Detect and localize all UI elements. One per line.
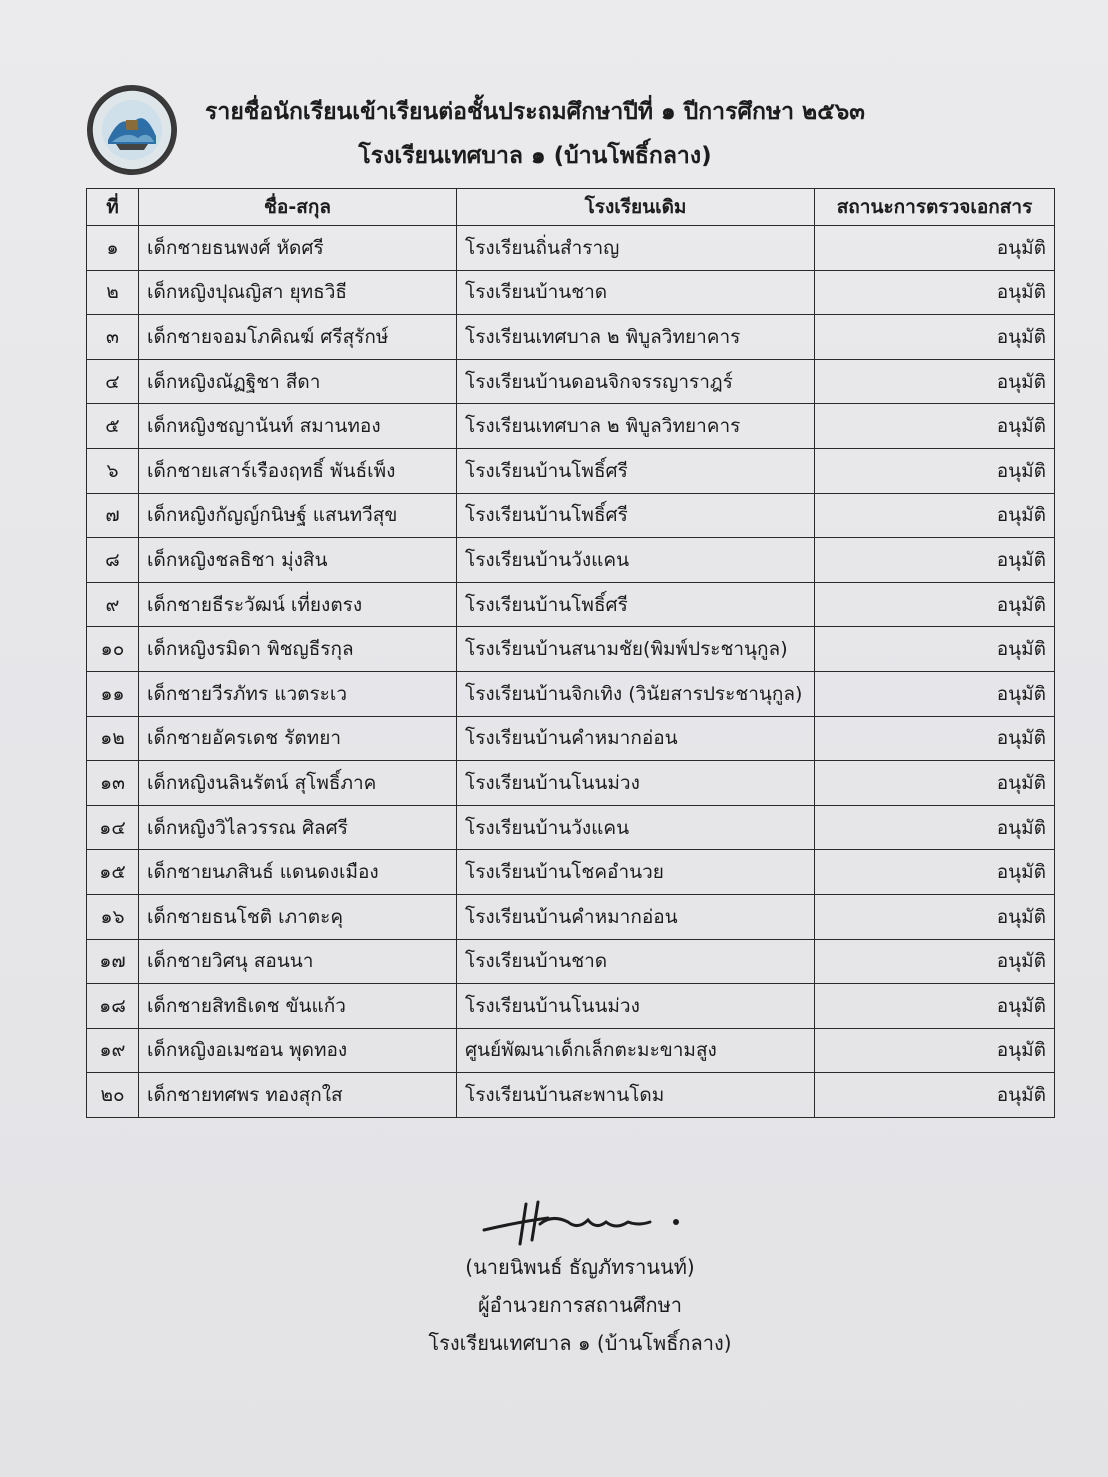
previous-school: โรงเรียนบ้านคำหมากอ่อน (457, 894, 815, 939)
document-title: รายชื่อนักเรียนเข้าเรียนต่อชั้นประถมศึกษาปีที่ ๑ ปีการศึกษา ๒๕๖๓ (205, 99, 865, 125)
previous-school: โรงเรียนบ้านชาด (457, 939, 815, 984)
table-row (87, 671, 1055, 716)
student-name: เด็กหญิงอเมซอน พุดทอง (139, 1028, 457, 1073)
table-row (87, 805, 1055, 850)
row-number: ๑๓ (87, 761, 139, 806)
row-number: ๖ (87, 448, 139, 493)
previous-school: โรงเรียนบ้านโพธิ์ศรี (457, 448, 815, 493)
student-name: เด็กชายวิศนุ สอนนา (139, 939, 457, 984)
student-name: เด็กหญิงปุณญิสา ยุทธวิธี (139, 270, 457, 315)
student-name: เด็กชายสิทธิเดช ขันแก้ว (139, 984, 457, 1029)
student-name: เด็กชายธนพงศ์ หัดศรี (139, 226, 457, 271)
student-name: เด็กหญิงณัฏฐิชา สีดา (139, 359, 457, 404)
student-name: เด็กชายนภสินธ์ แดนดงเมือง (139, 850, 457, 895)
table-row (87, 448, 1055, 493)
student-name: เด็กหญิงรมิดา พิชญธีรกุล (139, 627, 457, 672)
column-header-name: ชื่อ-สกุล (139, 189, 457, 226)
student-name: เด็กชายจอมโภคิณฆ์ ศรีสุรักษ์ (139, 315, 457, 360)
table-row (87, 493, 1055, 538)
previous-school: โรงเรียนบ้านชาด (457, 270, 815, 315)
student-name: เด็กชายธีระวัฒน์ เที่ยงตรง (139, 582, 457, 627)
student-name: เด็กหญิงวิไลวรรณ ศิลศรี (139, 805, 457, 850)
previous-school: โรงเรียนบ้านสนามชัย(พิมพ์ประชานุกูล) (457, 627, 815, 672)
table-row (87, 627, 1055, 672)
document-status: อนุมัติ (815, 761, 1055, 806)
signatory-position: ผู้อำนวยการสถานศึกษา (477, 1293, 683, 1317)
row-number: ๑๗ (87, 939, 139, 984)
table-row (87, 984, 1055, 1029)
previous-school: ศูนย์พัฒนาเด็กเล็กตะมะขามสูง (457, 1028, 815, 1073)
row-number: ๗ (87, 493, 139, 538)
municipality-seal-logo (86, 84, 178, 176)
previous-school: โรงเรียนเทศบาล ๒ พิบูลวิทยาคาร (457, 315, 815, 360)
student-name: เด็กหญิงนลินรัตน์ สุโพธิ์ภาค (139, 761, 457, 806)
row-number: ๑ (87, 226, 139, 271)
student-name: เด็กชายทศพร ทองสุกใส (139, 1073, 457, 1118)
previous-school: โรงเรียนเทศบาล ๒ พิบูลวิทยาคาร (457, 404, 815, 449)
document-status: อนุมัติ (815, 493, 1055, 538)
table-row (87, 761, 1055, 806)
previous-school: โรงเรียนบ้านจิกเทิง (วินัยสารประชานุกูล) (457, 671, 815, 716)
document-status: อนุมัติ (815, 582, 1055, 627)
row-number: ๒ (87, 270, 139, 315)
row-number: ๔ (87, 359, 139, 404)
table-row (87, 939, 1055, 984)
table-row (87, 359, 1055, 404)
document-status: อนุมัติ (815, 805, 1055, 850)
row-number: ๑๖ (87, 894, 139, 939)
row-number: ๑๒ (87, 716, 139, 761)
row-number: ๑๕ (87, 850, 139, 895)
document-status: อนุมัติ (815, 1073, 1055, 1118)
student-name: เด็กชายเสาร์เรืองฤทธิ์ พันธ์เพ็ง (139, 448, 457, 493)
previous-school: โรงเรียนบ้านวังแคน (457, 805, 815, 850)
student-name: เด็กหญิงชญานันท์ สมานทอง (139, 404, 457, 449)
document-status: อนุมัติ (815, 894, 1055, 939)
document-status: อนุมัติ (815, 627, 1055, 672)
table-row (87, 716, 1055, 761)
table-row (87, 894, 1055, 939)
table-row (87, 315, 1055, 360)
row-number: ๑๐ (87, 627, 139, 672)
previous-school: โรงเรียนบ้านโนนม่วง (457, 984, 815, 1029)
table-header-row (87, 189, 1055, 226)
student-name: เด็กชายธนโชติ เภาตะคุ (139, 894, 457, 939)
document-status: อนุมัติ (815, 850, 1055, 895)
column-header-number: ที่ (87, 189, 139, 226)
column-header-document-status: สถานะการตรวจเอกสาร (815, 189, 1055, 226)
table-row (87, 582, 1055, 627)
document-status: อนุมัติ (815, 315, 1055, 360)
row-number: ๙ (87, 582, 139, 627)
document-status: อนุมัติ (815, 226, 1055, 271)
document-status: อนุมัติ (815, 716, 1055, 761)
row-number: ๒๐ (87, 1073, 139, 1118)
table-row (87, 850, 1055, 895)
row-number: ๓ (87, 315, 139, 360)
column-header-previous-school: โรงเรียนเดิม (457, 189, 815, 226)
table-row (87, 1028, 1055, 1073)
table-row (87, 1073, 1055, 1118)
row-number: ๕ (87, 404, 139, 449)
signatory-name: (นายนิพนธ์ ธัญภัทรานนท์) (465, 1255, 695, 1279)
previous-school: โรงเรียนบ้านวังแคน (457, 538, 815, 583)
table-body (87, 226, 1055, 1118)
document-status: อนุมัติ (815, 538, 1055, 583)
previous-school: โรงเรียนบ้านโชคอำนวย (457, 850, 815, 895)
document-status: อนุมัติ (815, 270, 1055, 315)
student-name: เด็กหญิงชลธิชา มุ่งสิน (139, 538, 457, 583)
document-status: อนุมัติ (815, 404, 1055, 449)
document-status: อนุมัติ (815, 939, 1055, 984)
previous-school: โรงเรียนบ้านโพธิ์ศรี (457, 493, 815, 538)
document-status: อนุมัติ (815, 359, 1055, 404)
row-number: ๑๔ (87, 805, 139, 850)
table-row (87, 538, 1055, 583)
student-name: เด็กหญิงกัญญ์กนิษฐ์ แสนทวีสุข (139, 493, 457, 538)
previous-school: โรงเรียนถิ่นสำราญ (457, 226, 815, 271)
school-name-heading: โรงเรียนเทศบาล ๑ (บ้านโพธิ์กลาง) (358, 143, 712, 169)
document-status: อนุมัติ (815, 984, 1055, 1029)
document-status: อนุมัติ (815, 448, 1055, 493)
row-number: ๑๑ (87, 671, 139, 716)
document-status: อนุมัติ (815, 1028, 1055, 1073)
row-number: ๘ (87, 538, 139, 583)
director-signature (478, 1200, 688, 1250)
signature-block (380, 1248, 780, 1362)
row-number: ๑๘ (87, 984, 139, 1029)
previous-school: โรงเรียนบ้านโพธิ์ศรี (457, 582, 815, 627)
student-roster-table (86, 188, 1055, 1118)
table-row (87, 226, 1055, 271)
previous-school: โรงเรียนบ้านโนนม่วง (457, 761, 815, 806)
previous-school: โรงเรียนบ้านดอนจิกจรรญาราฎร์ (457, 359, 815, 404)
table-row (87, 270, 1055, 315)
previous-school: โรงเรียนบ้านสะพานโดม (457, 1073, 815, 1118)
previous-school: โรงเรียนบ้านคำหมากอ่อน (457, 716, 815, 761)
student-name: เด็กชายอัครเดช รัตทยา (139, 716, 457, 761)
student-name: เด็กชายวีรภัทร แวตระเว (139, 671, 457, 716)
document-status: อนุมัติ (815, 671, 1055, 716)
table-row (87, 404, 1055, 449)
signatory-school: โรงเรียนเทศบาล ๑ (บ้านโพธิ์กลาง) (428, 1331, 732, 1355)
row-number: ๑๙ (87, 1028, 139, 1073)
